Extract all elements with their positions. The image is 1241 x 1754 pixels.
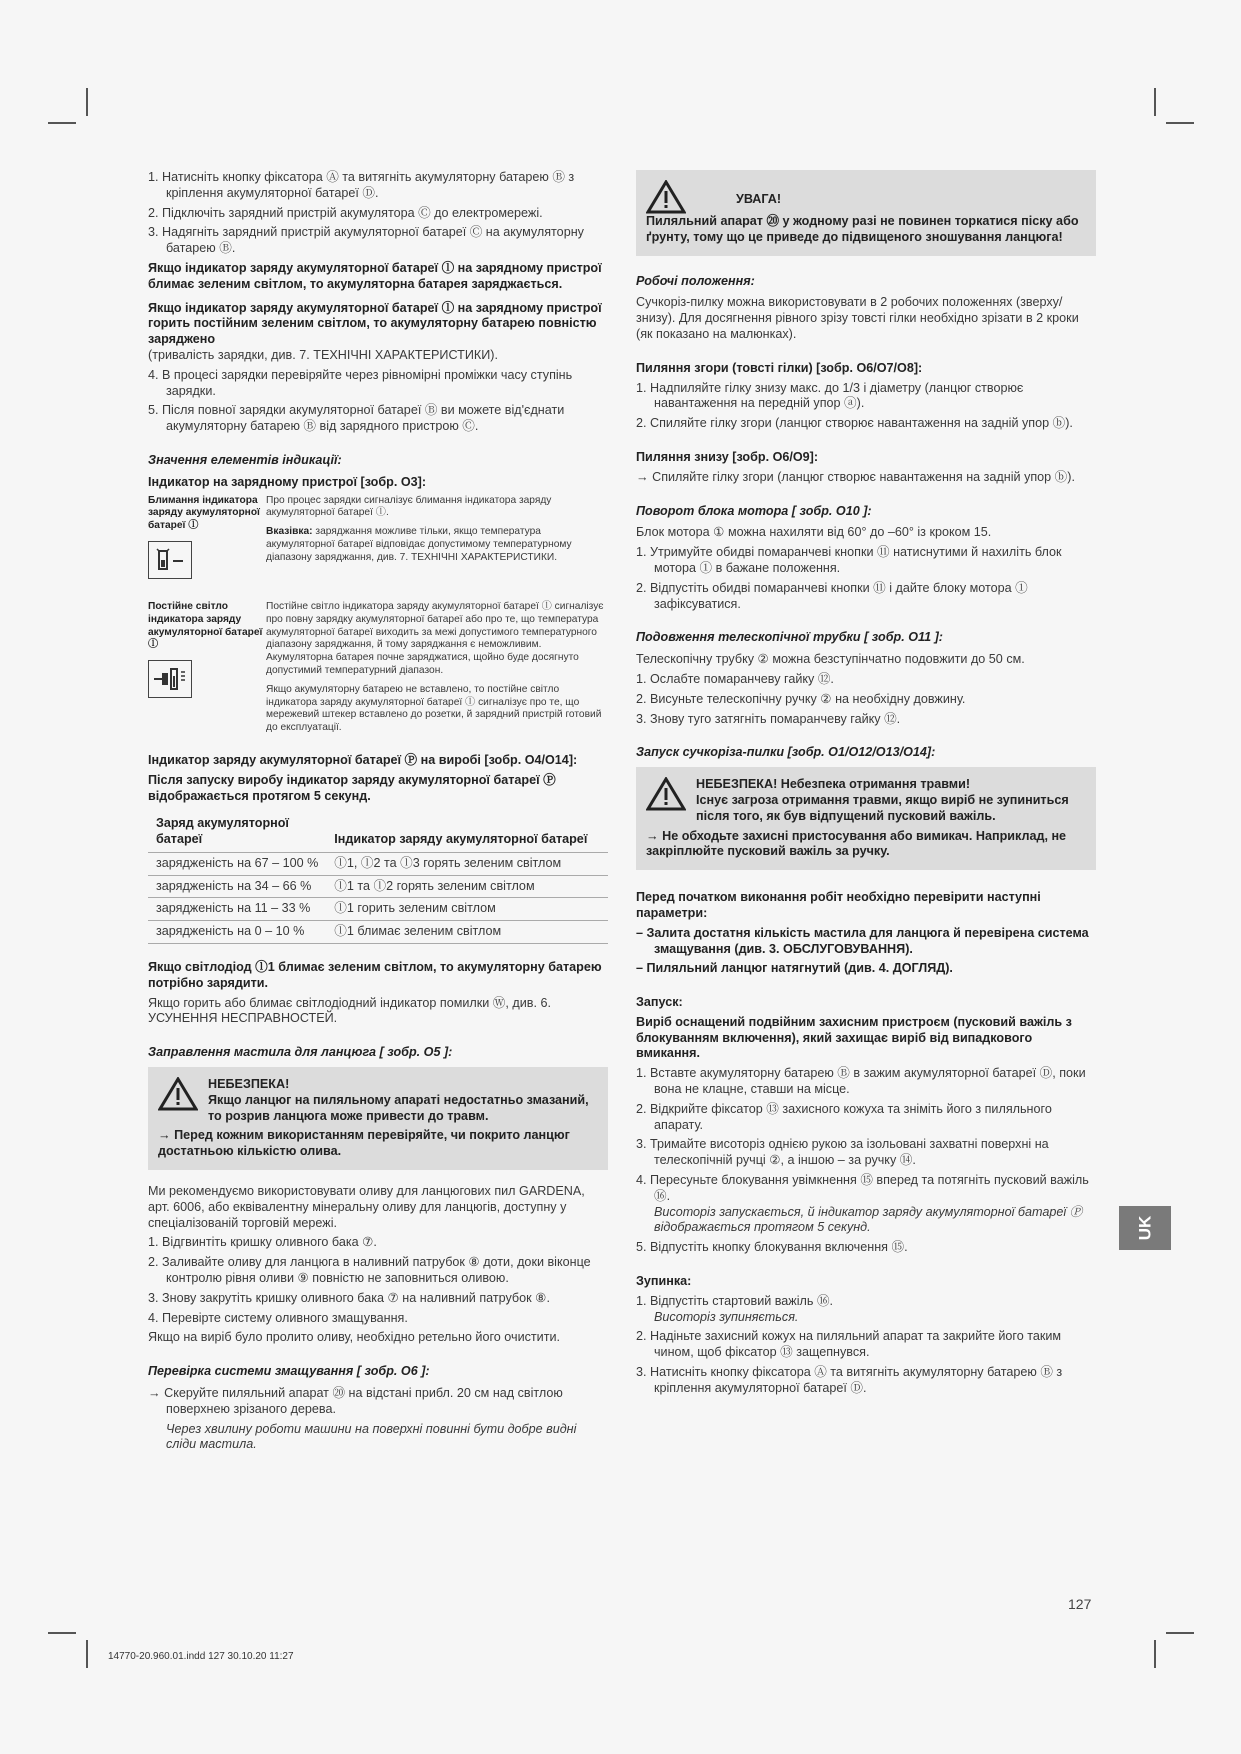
note-label: Вказівка: bbox=[266, 526, 313, 538]
crop-mark bbox=[48, 122, 76, 124]
table-cell: ⓛ1 горить зеленим світлом bbox=[326, 898, 608, 921]
indicator-steady-label: Постійне світло індикатора заряду акумуляторної батареї ⓛ bbox=[148, 600, 263, 651]
list-item: 2. Відпустіть обидві помаранчеві кнопки ⑪ і дайте блоку мотора ① зафіксуватися. bbox=[636, 580, 1028, 611]
led-warning: Якщо світлодіод ⓛ1 блимає зеленим світлом, то акумуляторну батарею потрібно зарядити. bbox=[148, 960, 602, 990]
start-heading: Запуск сучкоріза-пилки [зобр. O1/O12/O13/O14]: bbox=[636, 745, 936, 760]
list-item: 2. Надіньте захисний кожух на пиляльний апарат та закрийте його таким чином, щоб фіксатор ⑬ защепнувся. bbox=[636, 1329, 1062, 1360]
caution-box bbox=[636, 170, 1096, 256]
indicator-steady-text: Постійне світло індикатора заряду акумуляторної батареї ⓛ сигналізує про повну зарядку акумуляторної батареї або про те, що температура акумуляторної батареї виходить за межі допустимого температурного діапазону заряджання, й тому заряджання є неможливим. Акумуляторна батарея почне заряджатися, щойно буде досягнуто допустимий температурний діапазон. bbox=[266, 600, 604, 676]
table-row bbox=[148, 852, 608, 875]
list-item: 2. Висуньте телескопічну ручку ② на необхідну довжину. bbox=[636, 691, 966, 706]
list-item: → Спиляйте гілку згори (ланцюг створює навантаження на задній упор ⓑ). bbox=[636, 469, 1075, 484]
crop-mark bbox=[1154, 88, 1156, 116]
indicator-steady-row bbox=[148, 601, 608, 735]
list-item: 3. Натисніть кнопку фіксатора Ⓐ та витягніть акумуляторну батарею Ⓑ з кріплення акумуляторної батареї Ⓓ. bbox=[636, 1365, 1063, 1395]
stop-result: Висоторіз зупиняється. bbox=[654, 1309, 799, 1324]
list-item: 1. Надпиляйте гілку знизу макс. до 1/3 і діаметру (ланцюг створює навантаження на передній упор ⓐ). bbox=[636, 380, 1024, 411]
table-cell: заряджeність на 67 – 100 % bbox=[148, 852, 326, 875]
list-item: 1. Відгвинтіть кришку оливного бака ⑦. bbox=[148, 1235, 377, 1250]
list-item: 2. Спиляйте гілку згори (ланцюг створює навантаження на задній упор ⓑ). bbox=[636, 416, 1073, 431]
indicator-blinking-text: Про процес зарядки сигналізує блимання індикатора заряду акумуляторної батареї ⓛ. bbox=[266, 494, 552, 519]
list-item: 3. Знову туго затягніть помаранчеву гайку ⑫. bbox=[636, 711, 901, 726]
print-footer: 14770-20.960.01.indd 127 30.10.20 11:27 bbox=[108, 1651, 294, 1662]
charged-note: Якщо індикатор заряду акумуляторної батареї ⓛ на зарядному пристрої горить постійним зеленим світлом, то акумуляторну батарею повністю заряджено bbox=[148, 300, 602, 347]
danger-action: → Не обходьте захисні пристосування або вимикач. Наприклад, не закріплюйте пусковий важіль за ручку. bbox=[646, 828, 1067, 859]
lube-heading: Перевірка системи змащування [ зобр. O6 ]: bbox=[148, 1364, 430, 1379]
charger-indicator-heading: Індикатор на зарядному пристрої [зобр. O3]: bbox=[148, 474, 427, 489]
crop-mark bbox=[1166, 122, 1194, 124]
danger-text: Якщо ланцюг на пиляльному апараті недостатньо змазаний, то розрив ланцюга може привести до травм. bbox=[208, 1092, 589, 1123]
stop-heading: Зупинка: bbox=[636, 1274, 692, 1289]
list-item: 1. Ослабте помаранчеву гайку ⑫. bbox=[636, 671, 834, 686]
list-item: 1. Натисніть кнопку фіксатора Ⓐ та витягніть акумуляторну батарею Ⓑ з кріплення акумуляторної батареї Ⓓ. bbox=[148, 170, 575, 200]
table-row bbox=[148, 921, 608, 944]
indication-heading: Значення елементів індикації: bbox=[148, 452, 342, 467]
table-cell: ⓛ1 блимає зеленим світлом bbox=[326, 921, 608, 944]
crop-mark bbox=[86, 88, 88, 116]
danger-title: НЕБЕЗПЕКА! Небезпека отримання травми! bbox=[696, 777, 971, 792]
charger-blink-icon bbox=[148, 541, 192, 579]
top-cut-heading: Пиляння згори (товсті гілки) [зобр. O6/O7/O8]: bbox=[636, 360, 923, 375]
motor-text: Блок мотора ① можна нахиляти від 60° до –60° із кроком 15. bbox=[636, 525, 992, 540]
list-item: 2. Заливайте оливу для ланцюга в наливний патрубок ⑧ доти, доки віконце контролю рівня оливи ⑨ повністю не заповниться оливою. bbox=[148, 1255, 591, 1286]
danger-text: Існує загроза отримання травми, якщо виріб не зупиниться після того, як був відпущений пусковий важіль. bbox=[696, 792, 1069, 823]
left-column bbox=[148, 170, 608, 1457]
note-text: заряджання можливе тільки, якщо температура акумуляторної батареї відповідає допустимому температурному діапазону заряджання, див. 7. ТЕХНІЧНІ ХАРАКТЕРИСТИКИ. bbox=[266, 526, 572, 563]
list-item: 2. Підключіть зарядний пристрій акумулятора Ⓒ до електромережі. bbox=[148, 205, 543, 220]
language-tab: UK bbox=[1119, 1206, 1171, 1250]
list-item: – Пиляльний ланцюг натягнутий (див. 4. ДОГЛЯД). bbox=[636, 961, 953, 976]
check-heading: Перед початком виконання робіт необхідно перевірити наступні параметри: bbox=[636, 890, 1041, 920]
indicator-steady-text-2: Якщо акумуляторну батарею не вставлено, то постійне світло індикатора заряду акумуляторної батареї ⓛ сигналізує про те, що мережевий штекер вставлено до розетки, й зарядний пристрій готовий до експлуатації. bbox=[266, 683, 602, 734]
tube-heading: Подовження телескопічної трубки [ зобр. O11 ]: bbox=[636, 630, 943, 645]
page-number: 127 bbox=[1068, 1596, 1092, 1612]
list-item: 1. Утримуйте обидві помаранчеві кнопки ⑪ натиснутими й нахиліть блок мотора ① в бажане положення. bbox=[636, 545, 1062, 575]
warning-triangle-icon bbox=[158, 1077, 198, 1111]
table-header: Заряд акумуляторної батареї bbox=[156, 816, 289, 847]
table-row bbox=[148, 875, 608, 898]
crop-mark bbox=[1154, 1640, 1156, 1668]
danger-box bbox=[148, 1067, 608, 1170]
indicator-blinking-label: Блимання індикатора заряду акумуляторної батареї ⓛ bbox=[148, 494, 260, 532]
list-item: 5. Після повної зарядки акумуляторної батареї Ⓑ ви можете від'єднати акумуляторну батарею Ⓑ від зарядного пристрою Ⓒ. bbox=[148, 403, 565, 434]
battery-level-table bbox=[148, 814, 608, 944]
bottom-cut-heading: Пиляння знизу [зобр. O6/O9]: bbox=[636, 449, 819, 464]
warning-triangle-icon bbox=[646, 180, 686, 214]
motor-heading: Поворот блока мотора [ зобр. O10 ]: bbox=[636, 503, 872, 518]
list-item: 4. Перевірте систему оливного змащування. bbox=[148, 1310, 408, 1325]
list-item: 1. Відпустіть стартовий важіль ⑯. bbox=[636, 1293, 834, 1308]
table-cell: ⓛ1 та ⓛ2 горять зеленим світлом bbox=[326, 875, 608, 898]
list-item: → Скеруйте пиляльний апарат ⑳ на відстані прибл. 20 см над світлою поверхнею зрізаного дерева. bbox=[148, 1386, 563, 1416]
list-item: 3. Тримайте висоторіз однією рукою за ізольовані захватні поверхні на телескопічній ручці ②, а іншою – за ручку ⑭. bbox=[636, 1137, 1049, 1168]
indicator-blinking-row bbox=[148, 495, 608, 587]
launch-heading: Запуск: bbox=[636, 995, 683, 1010]
product-indicator-sub: Після запуску виробу індикатор заряду акумуляторної батареї Ⓟ відображається протягом 5 секунд. bbox=[148, 772, 556, 803]
table-cell: заряджeність на 34 – 66 % bbox=[148, 875, 326, 898]
list-item: 1. Вставте акумуляторну батарею Ⓑ в зажим акумуляторної батареї Ⓓ, поки вона не клацне, ставши на місце. bbox=[636, 1066, 1086, 1097]
led-error-text: Якщо горить або блимає світлодіодний індикатор помилки Ⓦ, див. 6. УСУНЕННЯ НЕСПРАВНОСТЕЙ. bbox=[148, 995, 551, 1026]
list-item: – Залита достатня кількість мастила для ланцюга й перевірена система змащування (див. 3. ОБСЛУГОВУВАННЯ). bbox=[636, 925, 1089, 956]
charger-steady-icon bbox=[148, 660, 192, 698]
table-header: Індикатор заряду акумуляторної батареї bbox=[334, 832, 588, 847]
danger-title: НЕБЕЗПЕКА! bbox=[208, 1077, 290, 1092]
crop-mark bbox=[86, 1640, 88, 1668]
charged-note-duration: (тривалість зарядки, див. 7. ТЕХНІЧНІ ХАРАКТЕРИСТИКИ). bbox=[148, 347, 498, 362]
oil-heading: Заправлення мастила для ланцюга [ зобр. O5 ]: bbox=[148, 1045, 453, 1060]
work-positions-text: Сучкоріз-пилку можна використовувати в 2 робочих положеннях (зверху/знизу). Для досягнення рівного зрізу товсті гілки необхідно зрізати в 2 кроки (як показано на малюнках). bbox=[636, 295, 1079, 341]
tube-text: Телескопічну трубку ② можна безступінчатно подовжити до 50 см. bbox=[636, 652, 1025, 667]
crop-mark bbox=[48, 1632, 76, 1634]
list-item: 5. Відпустіть кнопку блокування включення ⑮. bbox=[636, 1240, 908, 1255]
list-item: 3. Надягніть зарядний пристрій акумуляторної батареї Ⓒ на акумуляторну батарею Ⓑ. bbox=[148, 225, 584, 256]
caution-title: УВАГА! bbox=[736, 192, 782, 206]
lube-result: Через хвилину роботи машини на поверхні повинні бути добре видні сліди мастила. bbox=[166, 1421, 577, 1452]
table-cell: заряджeність на 0 – 10 % bbox=[148, 921, 326, 944]
charging-note: Якщо індикатор заряду акумуляторної батареї ⓛ на зарядному пристрої блимає зеленим світлом, то акумуляторна батарея заряджається. bbox=[148, 260, 602, 291]
oil-spill-note: Якщо на виріб було пролито оливу, необхідно ретельно його очистити. bbox=[148, 1330, 561, 1345]
warning-triangle-icon bbox=[646, 777, 686, 811]
oil-recommendation: Ми рекомендуємо використовувати оливу для ланцюгових пил GARDENA, арт. 6006, або еквівалентну мінеральну оливу для ланцюгів, доступну у спеціалізованій торговій мережі. bbox=[148, 1184, 585, 1230]
launch-intro: Виріб оснащений подвійним захисним пристроєм (пусковий важіль з блокуванням включення), який захищає виріб від випадкового вмикання. bbox=[636, 1014, 1072, 1061]
product-indicator-heading: Індикатор заряду акумуляторної батареї Ⓟ на виробі [зобр. O4/O14]: bbox=[148, 752, 578, 767]
list-item: 3. Знову закрутіть кришку оливного бака ⑦ на наливний патрубок ⑧. bbox=[148, 1290, 550, 1305]
danger-action: → Перед кожним використанням перевіряйте, чи покрито ланцюг достатньою кількістю олива. bbox=[158, 1128, 570, 1159]
table-cell: ⓛ1, ⓛ2 та ⓛ3 горять зеленим світлом bbox=[326, 852, 608, 875]
table-row bbox=[148, 898, 608, 921]
list-item: 4. В процесі зарядки перевіряйте через рівномірні проміжки часу ступінь зарядки. bbox=[148, 367, 573, 398]
table-cell: заряджeність на 11 – 33 % bbox=[148, 898, 326, 921]
right-column bbox=[636, 170, 1096, 1401]
danger-box bbox=[636, 767, 1096, 870]
list-item: 2. Відкрийте фіксатор ⑬ захисного кожуха та зніміть його з пиляльного апарату. bbox=[636, 1101, 1052, 1132]
launch-result: Висоторіз запускається, й індикатор заряду акумуляторної батареї Ⓟ відображається протягом 5 секунд. bbox=[654, 1204, 1083, 1235]
list-item: 4. Пересуньте блокування увімкнення ⑮ вперед та потягніть пусковий важіль ⑯. bbox=[636, 1173, 1089, 1203]
work-positions-heading: Робочі положення: bbox=[636, 273, 755, 288]
caution-text: Пиляльний апарат ⑳ у жодному разі не повинен торкатися піску або ґрунту, тому що це приведе до підвищеного зношування ланцюга! bbox=[646, 214, 1079, 244]
crop-mark bbox=[1166, 1632, 1194, 1634]
